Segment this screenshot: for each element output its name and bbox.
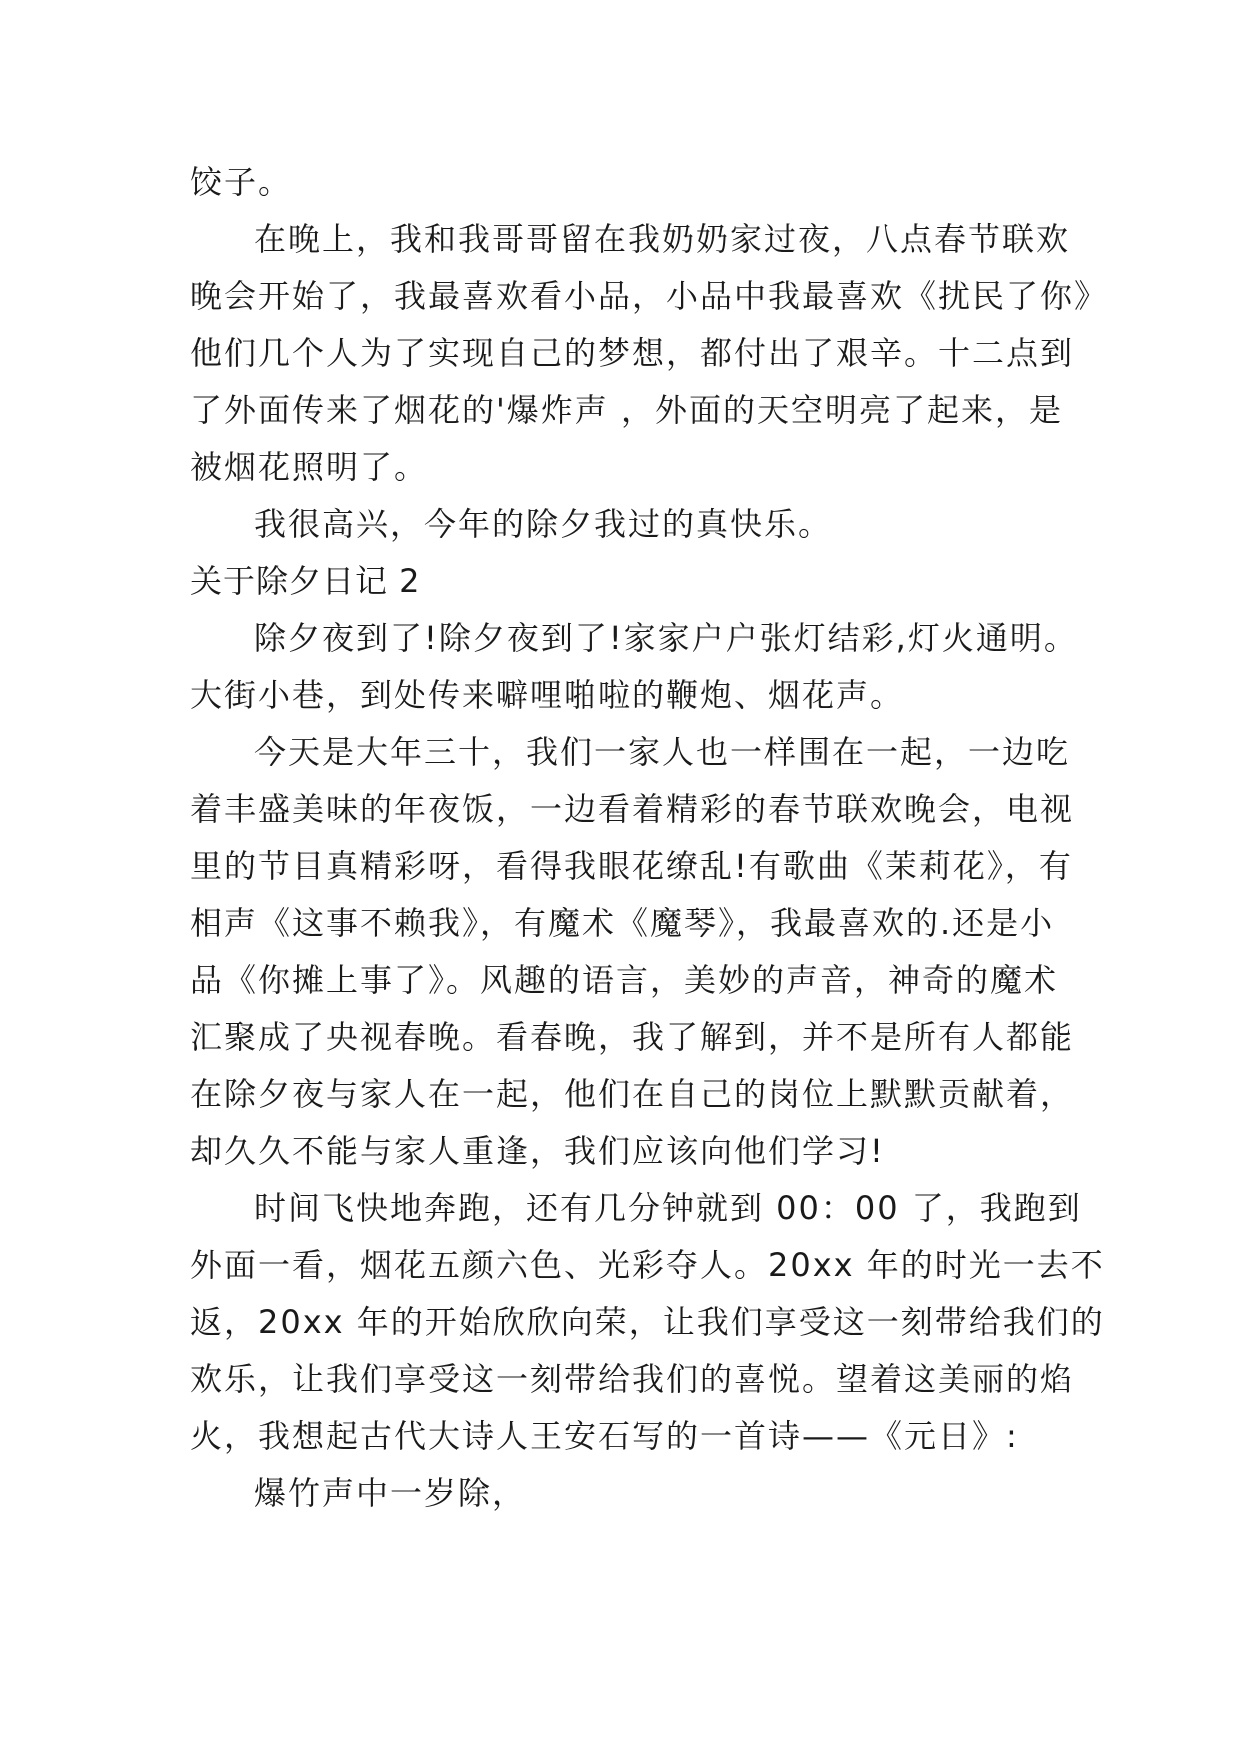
text-line: 了外面传来了烟花的'爆炸声 ，外面的天空明亮了起来，是	[190, 391, 1063, 429]
text-line: 里的节目真精彩呀，看得我眼花缭乱!有歌曲《茉莉花》，有	[190, 847, 1073, 885]
text-line: 在除夕夜与家人在一起，他们在自己的岗位上默默贡献着，	[190, 1075, 1075, 1113]
text-line: 火，我想起古代大诗人王安石写的一首诗——《元日》:	[190, 1417, 1019, 1455]
text-line: 欢乐，让我们享受这一刻带给我们的喜悦。望着这美丽的焰	[190, 1360, 1075, 1398]
text-line: 却久久不能与家人重逢，我们应该向他们学习!	[190, 1132, 885, 1170]
text-line: 外面一看，烟花五颜六色、光彩夺人。20xx 年的时光一去不	[190, 1246, 1105, 1284]
text-line: 返，20xx 年的开始欣欣向荣，让我们享受这一刻带给我们的	[190, 1303, 1105, 1341]
text-line: 汇聚成了央视春晚。看春晚，我了解到，并不是所有人都能	[190, 1018, 1075, 1056]
text-line: 品《你摊上事了》。风趣的语言，美妙的声音，神奇的魔术	[190, 961, 1059, 999]
section-heading: 关于除夕日记 2	[190, 562, 421, 600]
paragraph-start-line: 时间飞快地奔跑，还有几分钟就到 00：00 了，我跑到	[254, 1189, 1082, 1227]
text-line: 被烟花照明了。	[190, 448, 429, 486]
text-line: 他们几个人为了实现自己的梦想，都付出了艰辛。十二点到	[190, 334, 1075, 372]
text-line: 大街小巷，到处传来噼哩啪啦的鞭炮、烟花声。	[190, 676, 905, 714]
paragraph-start-line: 我很高兴，今年的除夕我过的真快乐。	[254, 505, 833, 543]
text-line: 饺子。	[190, 163, 293, 201]
text-line: 相声《这事不赖我》，有魔术《魔琴》，我最喜欢的.还是小	[190, 904, 1055, 942]
paragraph-start-line: 今天是大年三十，我们一家人也一样围在一起，一边吃	[254, 733, 1071, 771]
text-line: 着丰盛美味的年夜饭，一边看着精彩的春节联欢晚会，电视	[190, 790, 1075, 828]
paragraph-start-line: 在晚上，我和我哥哥留在我奶奶家过夜，八点春节联欢	[254, 220, 1071, 258]
poem-line: 爆竹声中一岁除，	[254, 1474, 527, 1512]
text-line: 晚会开始了，我最喜欢看小品，小品中我最喜欢《扰民了你》	[190, 277, 1109, 315]
paragraph-start-line: 除夕夜到了!除夕夜到了!家家户户张灯结彩,灯火通明。	[254, 619, 1078, 657]
